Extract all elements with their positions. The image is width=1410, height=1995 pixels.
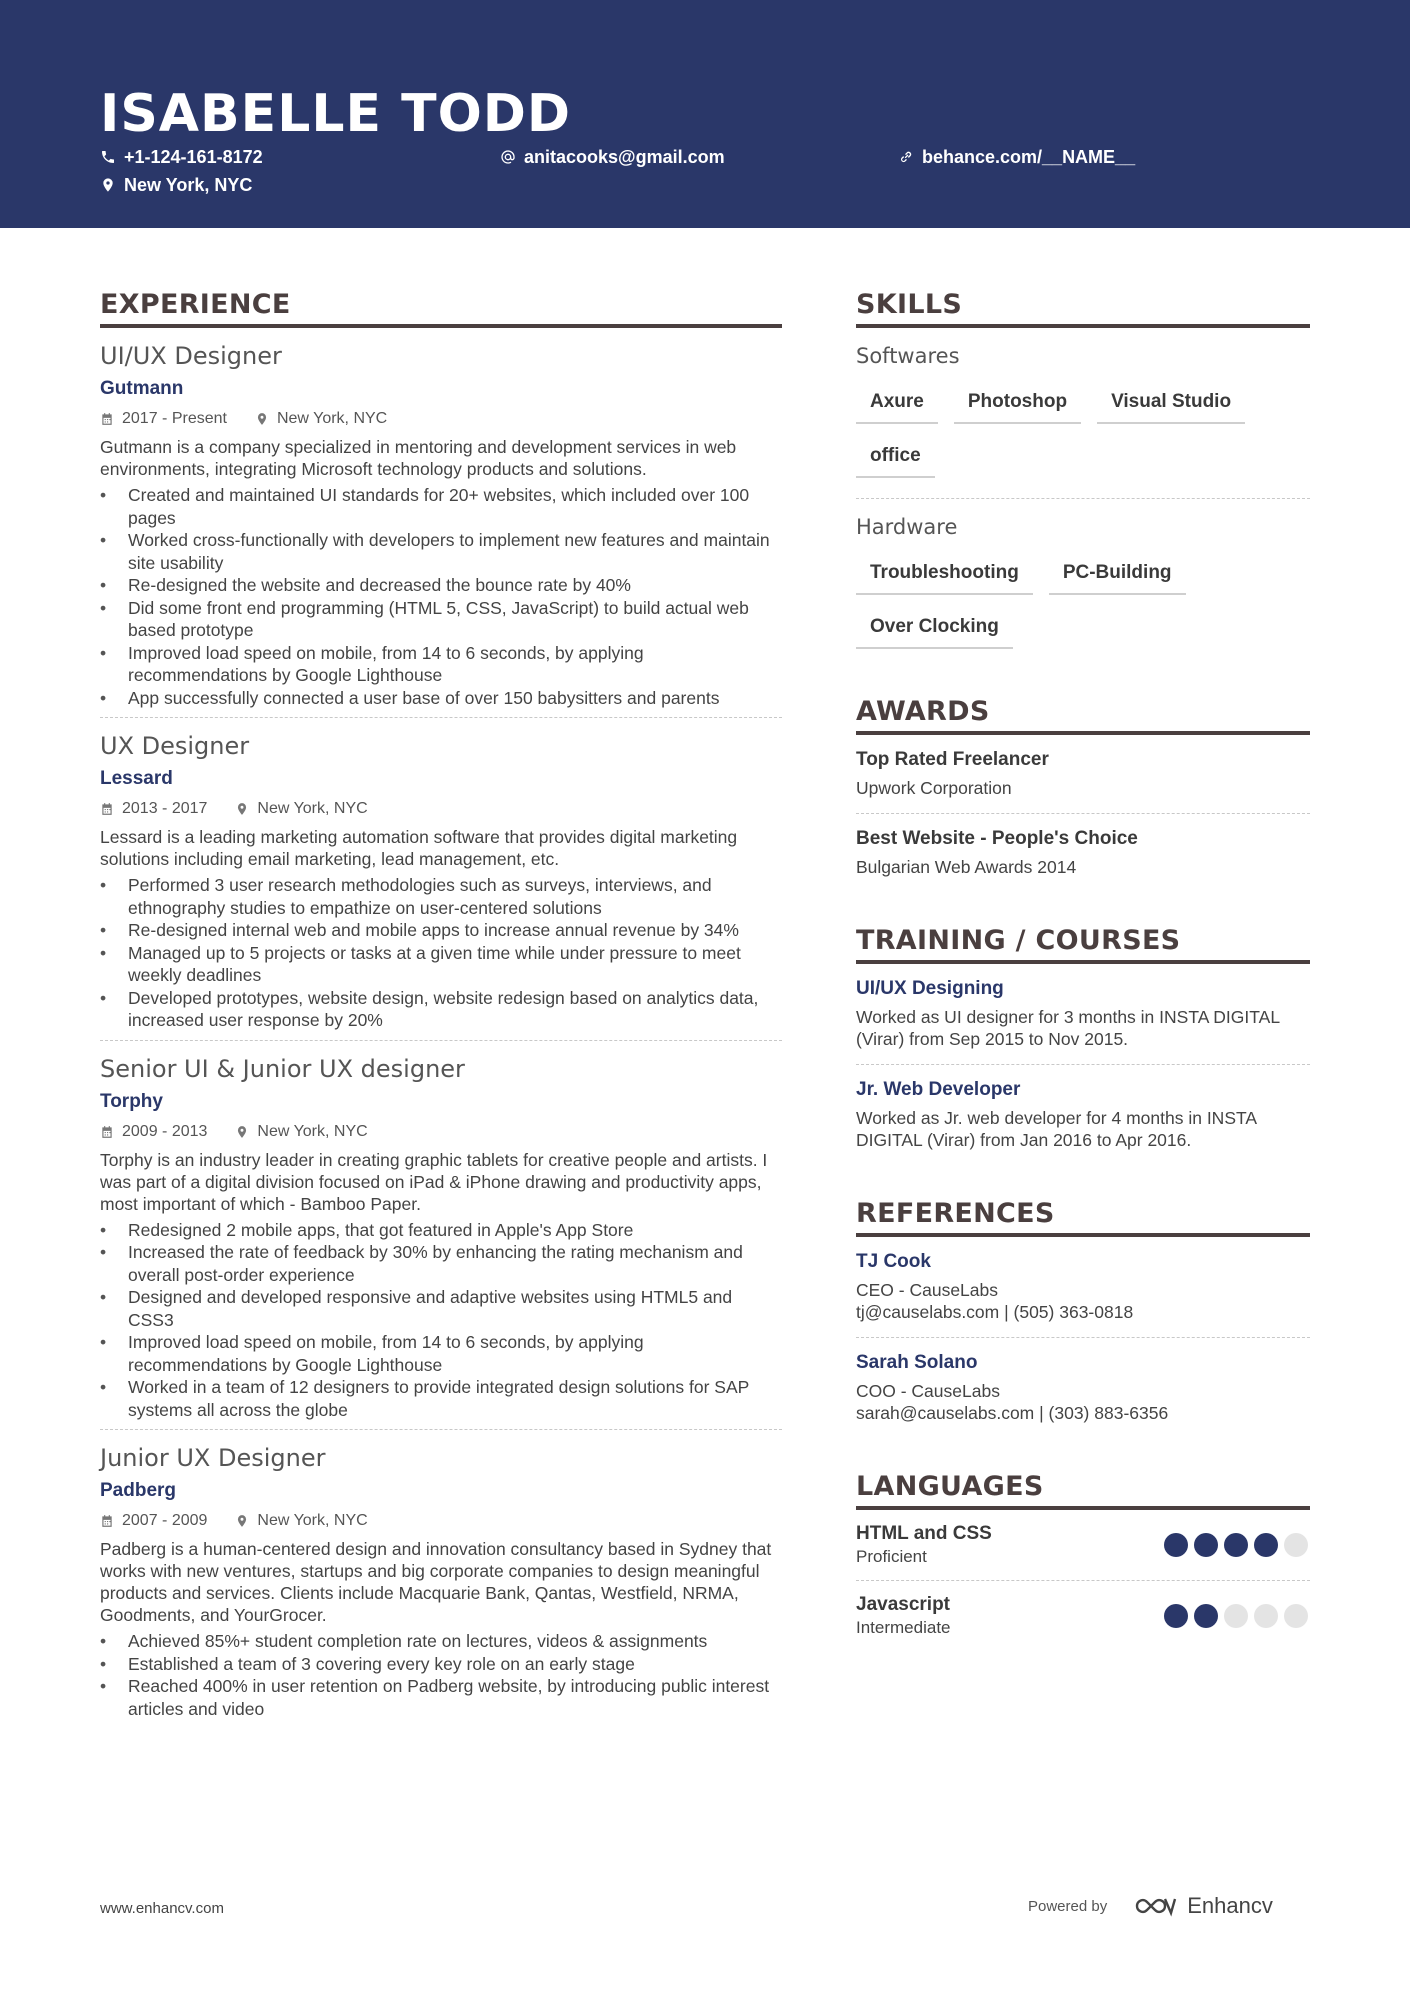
references-section [856, 1197, 1310, 1438]
awards-heading: AWARDS [856, 695, 1310, 735]
reference-role: COO - CauseLabs [856, 1381, 1000, 1401]
job-location-text: New York, NYC [257, 1122, 368, 1140]
rating-dot [1194, 1604, 1218, 1628]
job-meta [100, 1510, 782, 1532]
job-dates-text: 2017 - Present [122, 410, 227, 427]
award-entry [856, 813, 1310, 892]
softwares-chips [856, 384, 1310, 478]
brand-logo [1133, 1893, 1273, 1919]
location-pin-icon [235, 802, 249, 816]
reference-entry [856, 1237, 1310, 1337]
softwares-label: Softwares [856, 344, 960, 368]
job-location-text: New York, NYC [257, 1512, 368, 1529]
course-title: UI/UX Designing [856, 978, 1004, 999]
calendar-icon [100, 802, 114, 816]
job-location [235, 798, 367, 820]
location-pin-icon [235, 1514, 249, 1528]
skills-heading: SKILLS [856, 288, 1310, 328]
calendar-icon [100, 412, 114, 426]
experience-entry [100, 328, 782, 709]
job-dates [100, 1510, 207, 1532]
job-dates-text: 2007 - 2009 [122, 1512, 208, 1529]
course-detail: Worked as UI designer for 3 months in INSTA DIGITAL (Virar) from Sep 2015 to Nov 2015. [856, 1007, 1280, 1049]
reference-contact[interactable]: tj@causelabs.com | (505) 363-0818 [856, 1302, 1134, 1322]
experience-entry [100, 1429, 782, 1720]
experience-section [100, 288, 782, 1720]
achievement-item: • Redesigned 2 mobile apps, that got featured in Apple's App Store [100, 1219, 782, 1242]
location-text: New York, NYC [124, 175, 253, 195]
rating-dot [1224, 1604, 1248, 1628]
reference-contact[interactable]: sarah@causelabs.com | (303) 883-6356 [856, 1403, 1169, 1423]
hardware-label: Hardware [856, 515, 958, 539]
rating-dot [1254, 1604, 1278, 1628]
job-location [235, 1510, 367, 1532]
skill-tag: Photoshop [954, 384, 1081, 424]
job-description: Padberg is a human-centered design and innovation consultancy based in Sydney that works with new ventures, startups and big corporate companies to design meaningful products and services. Clients include Macquarie Bank, Qantas, Westfield, NRMA, Goodments, and YourGrocer. [100, 1539, 772, 1625]
rating-dot [1194, 1533, 1218, 1557]
achievement-item: • Improved load speed on mobile, from 14 to 6 seconds, by applying recommendations by Google Lighthouse [100, 1331, 782, 1376]
award-detail: Bulgarian Web Awards 2014 [856, 857, 1077, 877]
job-description: Lessard is a leading marketing automation software that provides digital marketing solutions including email marketing, lead management, etc. [100, 827, 738, 869]
award-entry [856, 735, 1310, 813]
reference-role: CEO - CauseLabs [856, 1280, 999, 1300]
award-title: Top Rated Freelancer [856, 749, 1049, 770]
job-description: Gutmann is a company specialized in mentoring and development services in web environments, integrating Microsoft technology products and solutions. [100, 437, 737, 479]
references-list [856, 1237, 1310, 1438]
candidate-name: ISABELLE TODD [100, 84, 572, 144]
skill-tag: office [856, 438, 935, 478]
brand-name: Enhancv [1187, 1893, 1273, 1918]
link-icon [898, 149, 914, 165]
email-contact[interactable] [500, 146, 725, 168]
job-location-text: New York, NYC [276, 410, 388, 427]
language-info [856, 1522, 992, 1568]
job-dates [100, 798, 207, 820]
location-pin-icon [100, 177, 116, 193]
rating-dot [1164, 1604, 1188, 1628]
achievement-item: • Did some front end programming (HTML 5, CSS, JavaScript) to build actual web based prototype [100, 597, 782, 642]
experience-entry [100, 1040, 782, 1422]
footer-branding[interactable] [1028, 1893, 1273, 1919]
rating-dot [1224, 1533, 1248, 1557]
location-pin-icon [255, 412, 269, 426]
sidebar-column [856, 288, 1310, 1651]
achievement-item: • Worked cross-functionally with developers to implement new features and maintain site usability [100, 529, 782, 574]
language-level: Intermediate [856, 1618, 951, 1637]
calendar-icon [100, 1125, 114, 1139]
training-heading: TRAINING / COURSES [856, 924, 1310, 964]
references-heading: REFERENCES [856, 1197, 1310, 1237]
experience-heading: EXPERIENCE [100, 288, 782, 328]
achievement-item: • Established a team of 3 covering every key role on an early stage [100, 1653, 782, 1676]
email-text: anitacooks@gmail.com [524, 147, 725, 167]
course-entry [856, 1064, 1310, 1165]
phone-contact[interactable] [100, 146, 263, 168]
phone-text: +1-124-161-8172 [124, 147, 263, 167]
language-rating [1164, 1533, 1308, 1557]
achievement-item: • Designed and developed responsive and adaptive websites using HTML5 and CSS3 [100, 1286, 782, 1331]
job-dates-text: 2013 - 2017 [122, 800, 208, 817]
footer-site-link[interactable]: www.enhancv.com [100, 1900, 224, 1917]
phone-icon [100, 149, 116, 165]
achievement-item: • Performed 3 user research methodologies such as surveys, interviews, and ethnography studies to empathize on user-centered solutions [100, 874, 782, 919]
achievement-item: • Re-designed internal web and mobile apps to increase annual revenue by 34% [100, 919, 782, 942]
job-location [235, 1121, 367, 1143]
language-level: Proficient [856, 1547, 927, 1566]
achievement-item: • Created and maintained UI standards for 20+ websites, which included over 100 pages [100, 484, 782, 529]
job-dates-text: 2009 - 2013 [122, 1122, 208, 1140]
awards-list [856, 735, 1310, 892]
skill-tag: Visual Studio [1097, 384, 1245, 424]
language-entry [856, 1510, 1310, 1580]
course-detail: Worked as Jr. web developer for 4 months in INSTA DIGITAL (Virar) from Jan 2016 to Apr 2016. [856, 1108, 1257, 1150]
language-name: Javascript [856, 1594, 951, 1615]
achievement-item: • App successfully connected a user base of over 150 babysitters and parents [100, 687, 782, 710]
job-meta [100, 408, 782, 430]
job-achievements [100, 1219, 782, 1422]
job-dates [100, 1121, 207, 1143]
rating-dot [1254, 1533, 1278, 1557]
course-entry [856, 964, 1310, 1064]
job-title: Junior UX Designer [100, 1444, 326, 1472]
course-title: Jr. Web Developer [856, 1079, 1021, 1100]
skill-tag: Over Clocking [856, 609, 1013, 649]
reference-entry [856, 1337, 1310, 1438]
skill-tag: PC-Building [1049, 555, 1186, 595]
job-description: Torphy is an industry leader in creating graphic tablets for creative people and artists. I was part of a digital division focused on iPad & iPhone drawing and productivity apps, most important of which - Bamboo Paper. [100, 1149, 768, 1214]
job-achievements [100, 1630, 782, 1720]
enhancv-logo-icon [1133, 1893, 1177, 1919]
language-entry [856, 1580, 1310, 1651]
language-info [856, 1593, 951, 1639]
language-rating [1164, 1604, 1308, 1628]
achievement-item: • Reached 400% in user retention on Padberg website, by introducing public interest articles and video [100, 1675, 782, 1720]
rating-dot [1284, 1604, 1308, 1628]
rating-dot [1284, 1533, 1308, 1557]
company-name: Lessard [100, 768, 173, 789]
language-name: HTML and CSS [856, 1523, 992, 1544]
location-pin-icon [235, 1125, 249, 1139]
achievement-item: • Worked in a team of 12 designers to provide integrated design solutions for SAP systems all across the globe [100, 1376, 782, 1421]
languages-list [856, 1510, 1310, 1651]
experience-list [100, 328, 782, 1720]
achievement-item: • Developed prototypes, website design, website redesign based on analytics data, increased user response by 20% [100, 987, 782, 1032]
powered-by-label: Powered by [1028, 1897, 1108, 1915]
achievement-item: • Achieved 85%+ student completion rate on lectures, videos & assignments [100, 1630, 782, 1653]
website-text: behance.com/__NAME__ [922, 147, 1136, 167]
company-name: Gutmann [100, 378, 184, 399]
achievement-item: • Improved load speed on mobile, from 14 to 6 seconds, by applying recommendations by Google Lighthouse [100, 642, 782, 687]
reference-name: Sarah Solano [856, 1352, 978, 1373]
at-icon [500, 149, 516, 165]
award-detail: Upwork Corporation [856, 778, 1012, 798]
awards-section [856, 695, 1310, 892]
company-name: Torphy [100, 1090, 163, 1112]
job-title: Senior UI & Junior UX designer [100, 1054, 465, 1083]
location-contact [100, 174, 252, 196]
experience-entry [100, 717, 782, 1032]
reference-name: TJ Cook [856, 1251, 931, 1272]
training-section [856, 924, 1310, 1165]
skill-tag: Troubleshooting [856, 555, 1033, 595]
achievement-item: • Managed up to 5 projects or tasks at a given time while under pressure to meet weekly deadlines [100, 942, 782, 987]
achievement-item: • Re-designed the website and decreased the bounce rate by 40% [100, 574, 782, 597]
training-list [856, 964, 1310, 1165]
job-meta [100, 798, 782, 820]
resume-header [0, 0, 1410, 228]
website-contact[interactable] [898, 146, 1135, 168]
calendar-icon [100, 1514, 114, 1528]
languages-section [856, 1470, 1310, 1651]
company-name: Padberg [100, 1480, 177, 1501]
job-title: UI/UX Designer [100, 342, 282, 370]
award-title: Best Website - People's Choice [856, 828, 1138, 849]
skills-section [856, 288, 1310, 649]
job-title: UX Designer [100, 732, 250, 760]
job-dates [100, 408, 227, 430]
job-meta [100, 1121, 782, 1143]
job-location-text: New York, NYC [257, 800, 368, 817]
job-location [255, 408, 387, 430]
skills-divider [856, 498, 1310, 499]
job-achievements [100, 484, 782, 709]
job-achievements [100, 874, 782, 1032]
languages-heading: LANGUAGES [856, 1470, 1310, 1510]
achievement-item: • Increased the rate of feedback by 30% by enhancing the rating mechanism and overall post-order experience [100, 1241, 782, 1286]
rating-dot [1164, 1533, 1188, 1557]
hardware-chips [856, 555, 1310, 649]
skill-tag: Axure [856, 384, 938, 424]
